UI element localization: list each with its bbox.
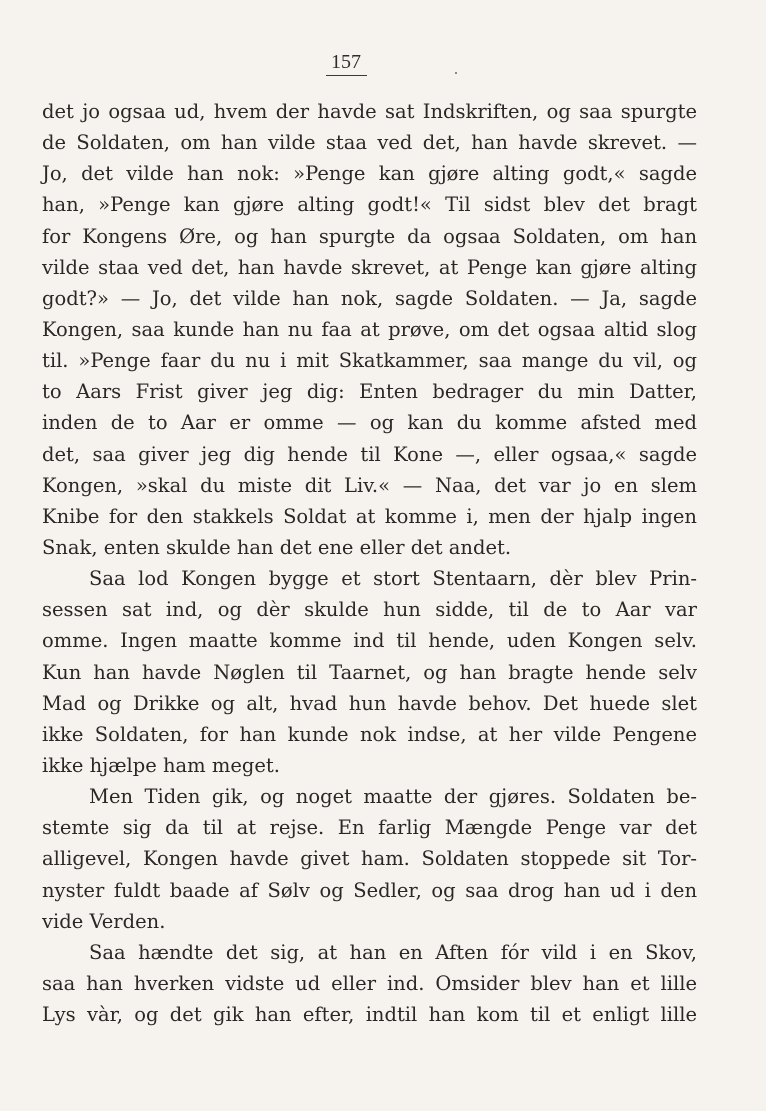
- text-line: omme. Ingen maatte komme ind til hende, uden Kongen selv.: [42, 629, 697, 653]
- text-line: saa han hverken vidste ud eller ind. Omsider blev han et lille: [42, 971, 697, 995]
- text-line: inden de to Aar er omme — og kan du komme afsted med: [42, 411, 697, 435]
- text-line: vilde staa ved det, han havde skrevet, at Penge kan gjøre alting: [42, 255, 697, 279]
- text-line: Mad og Drikke og alt, hvad hun havde behov. Det huede slet: [42, 691, 697, 715]
- text-line: vide Verden.: [42, 909, 166, 933]
- text-line: han, »Penge kan gjøre alting godt!« Til sidst blev det bragt: [42, 193, 697, 217]
- print-speck: [455, 72, 457, 74]
- text-line: Knibe for den stakkels Soldat at komme i, men der hjalp ingen: [42, 504, 697, 528]
- text-line: Saa lod Kongen bygge et stort Stentaarn, dèr blev Prin-: [89, 567, 697, 591]
- text-line: Jo, det vilde han nok: »Penge kan gjøre alting godt,« sagde: [42, 162, 697, 186]
- page-number-value: 157: [326, 50, 367, 76]
- text-line: Kun han havde Nøglen til Taarnet, og han bragte hende selv: [42, 660, 697, 684]
- text-line: godt?» — Jo, det vilde han nok, sagde Soldaten. — Ja, sagde: [42, 286, 697, 310]
- text-line: alligevel, Kongen havde givet ham. Soldaten stoppede sit Tor-: [42, 847, 697, 871]
- text-line: to Aars Frist giver jeg dig: Enten bedrager du min Datter,: [42, 380, 697, 404]
- text-line: for Kongens Øre, og han spurgte da ogsaa Soldaten, om han: [42, 224, 697, 248]
- text-line: Saa hændte det sig, at han en Aften fór vild i en Skov,: [89, 940, 697, 964]
- text-line: Kongen, saa kunde han nu faa at prøve, om det ogsaa altid slog: [42, 317, 697, 341]
- text-line: til. »Penge faar du nu i mit Skatkammer, saa mange du vil, og: [42, 349, 697, 373]
- page-number: [326, 50, 406, 76]
- text-line: det jo ogsaa ud, hvem der havde sat Indskriften, og saa spurgte: [42, 100, 697, 123]
- text-line: Lys vàr, og det gik han efter, indtil han kom til et enligt lille: [42, 1003, 697, 1027]
- text-line: Men Tiden gik, og noget maatte der gjøres. Soldaten be-: [89, 785, 697, 809]
- text-line: sessen sat ind, og dèr skulde hun sidde, til de to Aar var: [42, 598, 697, 622]
- text-line: ikke hjælpe ham meget.: [42, 753, 280, 777]
- text-line: de Soldaten, om han vilde staa ved det, han havde skrevet. —: [42, 131, 697, 155]
- body-text: [42, 96, 697, 1030]
- text-line: Kongen, »skal du miste dit Liv.« — Naa, det var jo en slem: [42, 473, 697, 497]
- text-line: ikke Soldaten, for han kunde nok indse, at her vilde Pengene: [42, 722, 697, 746]
- text-line: det, saa giver jeg dig hende til Kone —, eller ogsaa,« sagde: [42, 442, 697, 466]
- text-line: Snak, enten skulde han det ene eller det andet.: [42, 535, 512, 559]
- text-line: nyster fuldt baade af Sølv og Sedler, og saa drog han ud i den: [42, 878, 697, 902]
- text-line: stemte sig da til at rejse. En farlig Mængde Penge var det: [42, 816, 697, 840]
